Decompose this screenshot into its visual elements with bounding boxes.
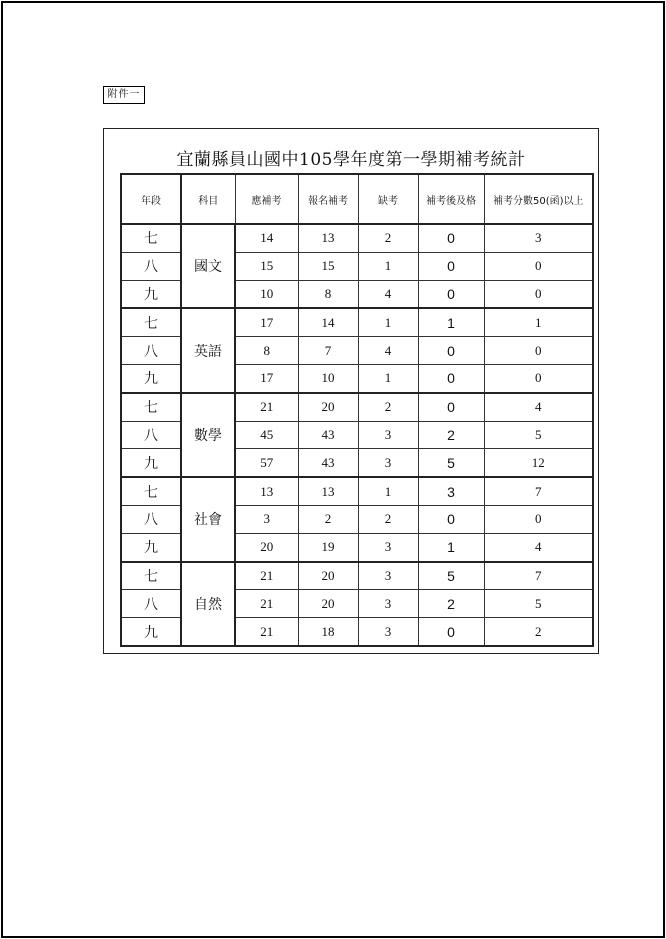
required-cell: 15 xyxy=(235,252,298,280)
registered-cell: 19 xyxy=(298,533,358,561)
attachment-label: 附件一 xyxy=(103,86,145,104)
table-row xyxy=(121,477,593,505)
absent-cell: 3 xyxy=(358,533,418,561)
grade-cell: 九 xyxy=(121,618,181,646)
registered-cell: 10 xyxy=(298,364,358,392)
passed-cell: 2 xyxy=(418,590,484,618)
subject-cell: 自然 xyxy=(181,562,235,646)
required-cell: 8 xyxy=(235,337,298,365)
required-cell: 21 xyxy=(235,590,298,618)
required-cell: 17 xyxy=(235,308,298,336)
passed-cell: 0 xyxy=(418,224,484,252)
required-cell: 10 xyxy=(235,280,298,308)
absent-cell: 2 xyxy=(358,224,418,252)
passed-cell: 0 xyxy=(418,280,484,308)
above50-cell: 0 xyxy=(484,337,593,365)
absent-cell: 1 xyxy=(358,308,418,336)
absent-cell: 1 xyxy=(358,364,418,392)
absent-cell: 2 xyxy=(358,505,418,533)
registered-cell: 43 xyxy=(298,421,358,449)
required-cell: 13 xyxy=(235,477,298,505)
grade-cell: 九 xyxy=(121,364,181,392)
passed-cell: 0 xyxy=(418,337,484,365)
passed-cell: 3 xyxy=(418,477,484,505)
absent-cell: 3 xyxy=(358,562,418,590)
header-passed: 補考後及格 xyxy=(418,174,484,224)
registered-cell: 13 xyxy=(298,224,358,252)
registered-cell: 18 xyxy=(298,618,358,646)
passed-cell: 1 xyxy=(418,308,484,336)
grade-cell: 七 xyxy=(121,477,181,505)
header-required: 應補考 xyxy=(235,174,298,224)
passed-cell: 0 xyxy=(418,393,484,421)
header-row xyxy=(121,174,593,224)
registered-cell: 8 xyxy=(298,280,358,308)
registered-cell: 7 xyxy=(298,337,358,365)
grade-cell: 九 xyxy=(121,280,181,308)
header-subject: 科目 xyxy=(181,174,235,224)
above50-cell: 0 xyxy=(484,280,593,308)
required-cell: 3 xyxy=(235,505,298,533)
document-title: 宜蘭縣員山國中105學年度第一學期補考統計 xyxy=(176,150,526,170)
above50-cell: 7 xyxy=(484,562,593,590)
registered-cell: 2 xyxy=(298,505,358,533)
registered-cell: 20 xyxy=(298,393,358,421)
grade-cell: 七 xyxy=(121,224,181,252)
absent-cell: 3 xyxy=(358,421,418,449)
above50-cell: 1 xyxy=(484,308,593,336)
passed-cell: 5 xyxy=(418,449,484,477)
passed-cell: 0 xyxy=(418,618,484,646)
absent-cell: 4 xyxy=(358,337,418,365)
above50-cell: 5 xyxy=(484,421,593,449)
registered-cell: 43 xyxy=(298,449,358,477)
required-cell: 21 xyxy=(235,393,298,421)
registered-cell: 20 xyxy=(298,562,358,590)
grade-cell: 八 xyxy=(121,252,181,280)
grade-cell: 九 xyxy=(121,533,181,561)
passed-cell: 0 xyxy=(418,505,484,533)
above50-cell: 4 xyxy=(484,393,593,421)
absent-cell: 3 xyxy=(358,449,418,477)
required-cell: 21 xyxy=(235,618,298,646)
above50-cell: 5 xyxy=(484,590,593,618)
grade-cell: 七 xyxy=(121,308,181,336)
above50-cell: 7 xyxy=(484,477,593,505)
above50-cell: 2 xyxy=(484,618,593,646)
table-row xyxy=(121,224,593,252)
makeup-exam-table xyxy=(120,173,594,647)
table-row xyxy=(121,393,593,421)
statistics-document xyxy=(103,128,599,654)
above50-cell: 3 xyxy=(484,224,593,252)
grade-cell: 八 xyxy=(121,337,181,365)
table-row xyxy=(121,562,593,590)
required-cell: 17 xyxy=(235,364,298,392)
required-cell: 45 xyxy=(235,421,298,449)
absent-cell: 1 xyxy=(358,252,418,280)
passed-cell: 2 xyxy=(418,421,484,449)
grade-cell: 八 xyxy=(121,505,181,533)
required-cell: 14 xyxy=(235,224,298,252)
header-registered: 報名補考 xyxy=(298,174,358,224)
passed-cell: 5 xyxy=(418,562,484,590)
subject-cell: 社會 xyxy=(181,477,235,561)
registered-cell: 20 xyxy=(298,590,358,618)
grade-cell: 八 xyxy=(121,421,181,449)
required-cell: 21 xyxy=(235,562,298,590)
grade-cell: 七 xyxy=(121,562,181,590)
passed-cell: 0 xyxy=(418,252,484,280)
subject-cell: 英語 xyxy=(181,308,235,392)
absent-cell: 1 xyxy=(358,477,418,505)
required-cell: 57 xyxy=(235,449,298,477)
header-absent: 缺考 xyxy=(358,174,418,224)
required-cell: 20 xyxy=(235,533,298,561)
absent-cell: 4 xyxy=(358,280,418,308)
table-body xyxy=(121,224,593,646)
grade-cell: 八 xyxy=(121,590,181,618)
above50-cell: 4 xyxy=(484,533,593,561)
grade-cell: 七 xyxy=(121,393,181,421)
header-above50: 補考分數50(函)以上 xyxy=(484,174,593,224)
table-row xyxy=(121,308,593,336)
subject-cell: 國文 xyxy=(181,224,235,308)
absent-cell: 3 xyxy=(358,618,418,646)
grade-cell: 九 xyxy=(121,449,181,477)
header-grade: 年段 xyxy=(121,174,181,224)
absent-cell: 3 xyxy=(358,590,418,618)
above50-cell: 0 xyxy=(484,252,593,280)
above50-cell: 0 xyxy=(484,364,593,392)
registered-cell: 15 xyxy=(298,252,358,280)
registered-cell: 13 xyxy=(298,477,358,505)
above50-cell: 12 xyxy=(484,449,593,477)
above50-cell: 0 xyxy=(484,505,593,533)
subject-cell: 數學 xyxy=(181,393,235,477)
absent-cell: 2 xyxy=(358,393,418,421)
registered-cell: 14 xyxy=(298,308,358,336)
passed-cell: 1 xyxy=(418,533,484,561)
passed-cell: 0 xyxy=(418,364,484,392)
